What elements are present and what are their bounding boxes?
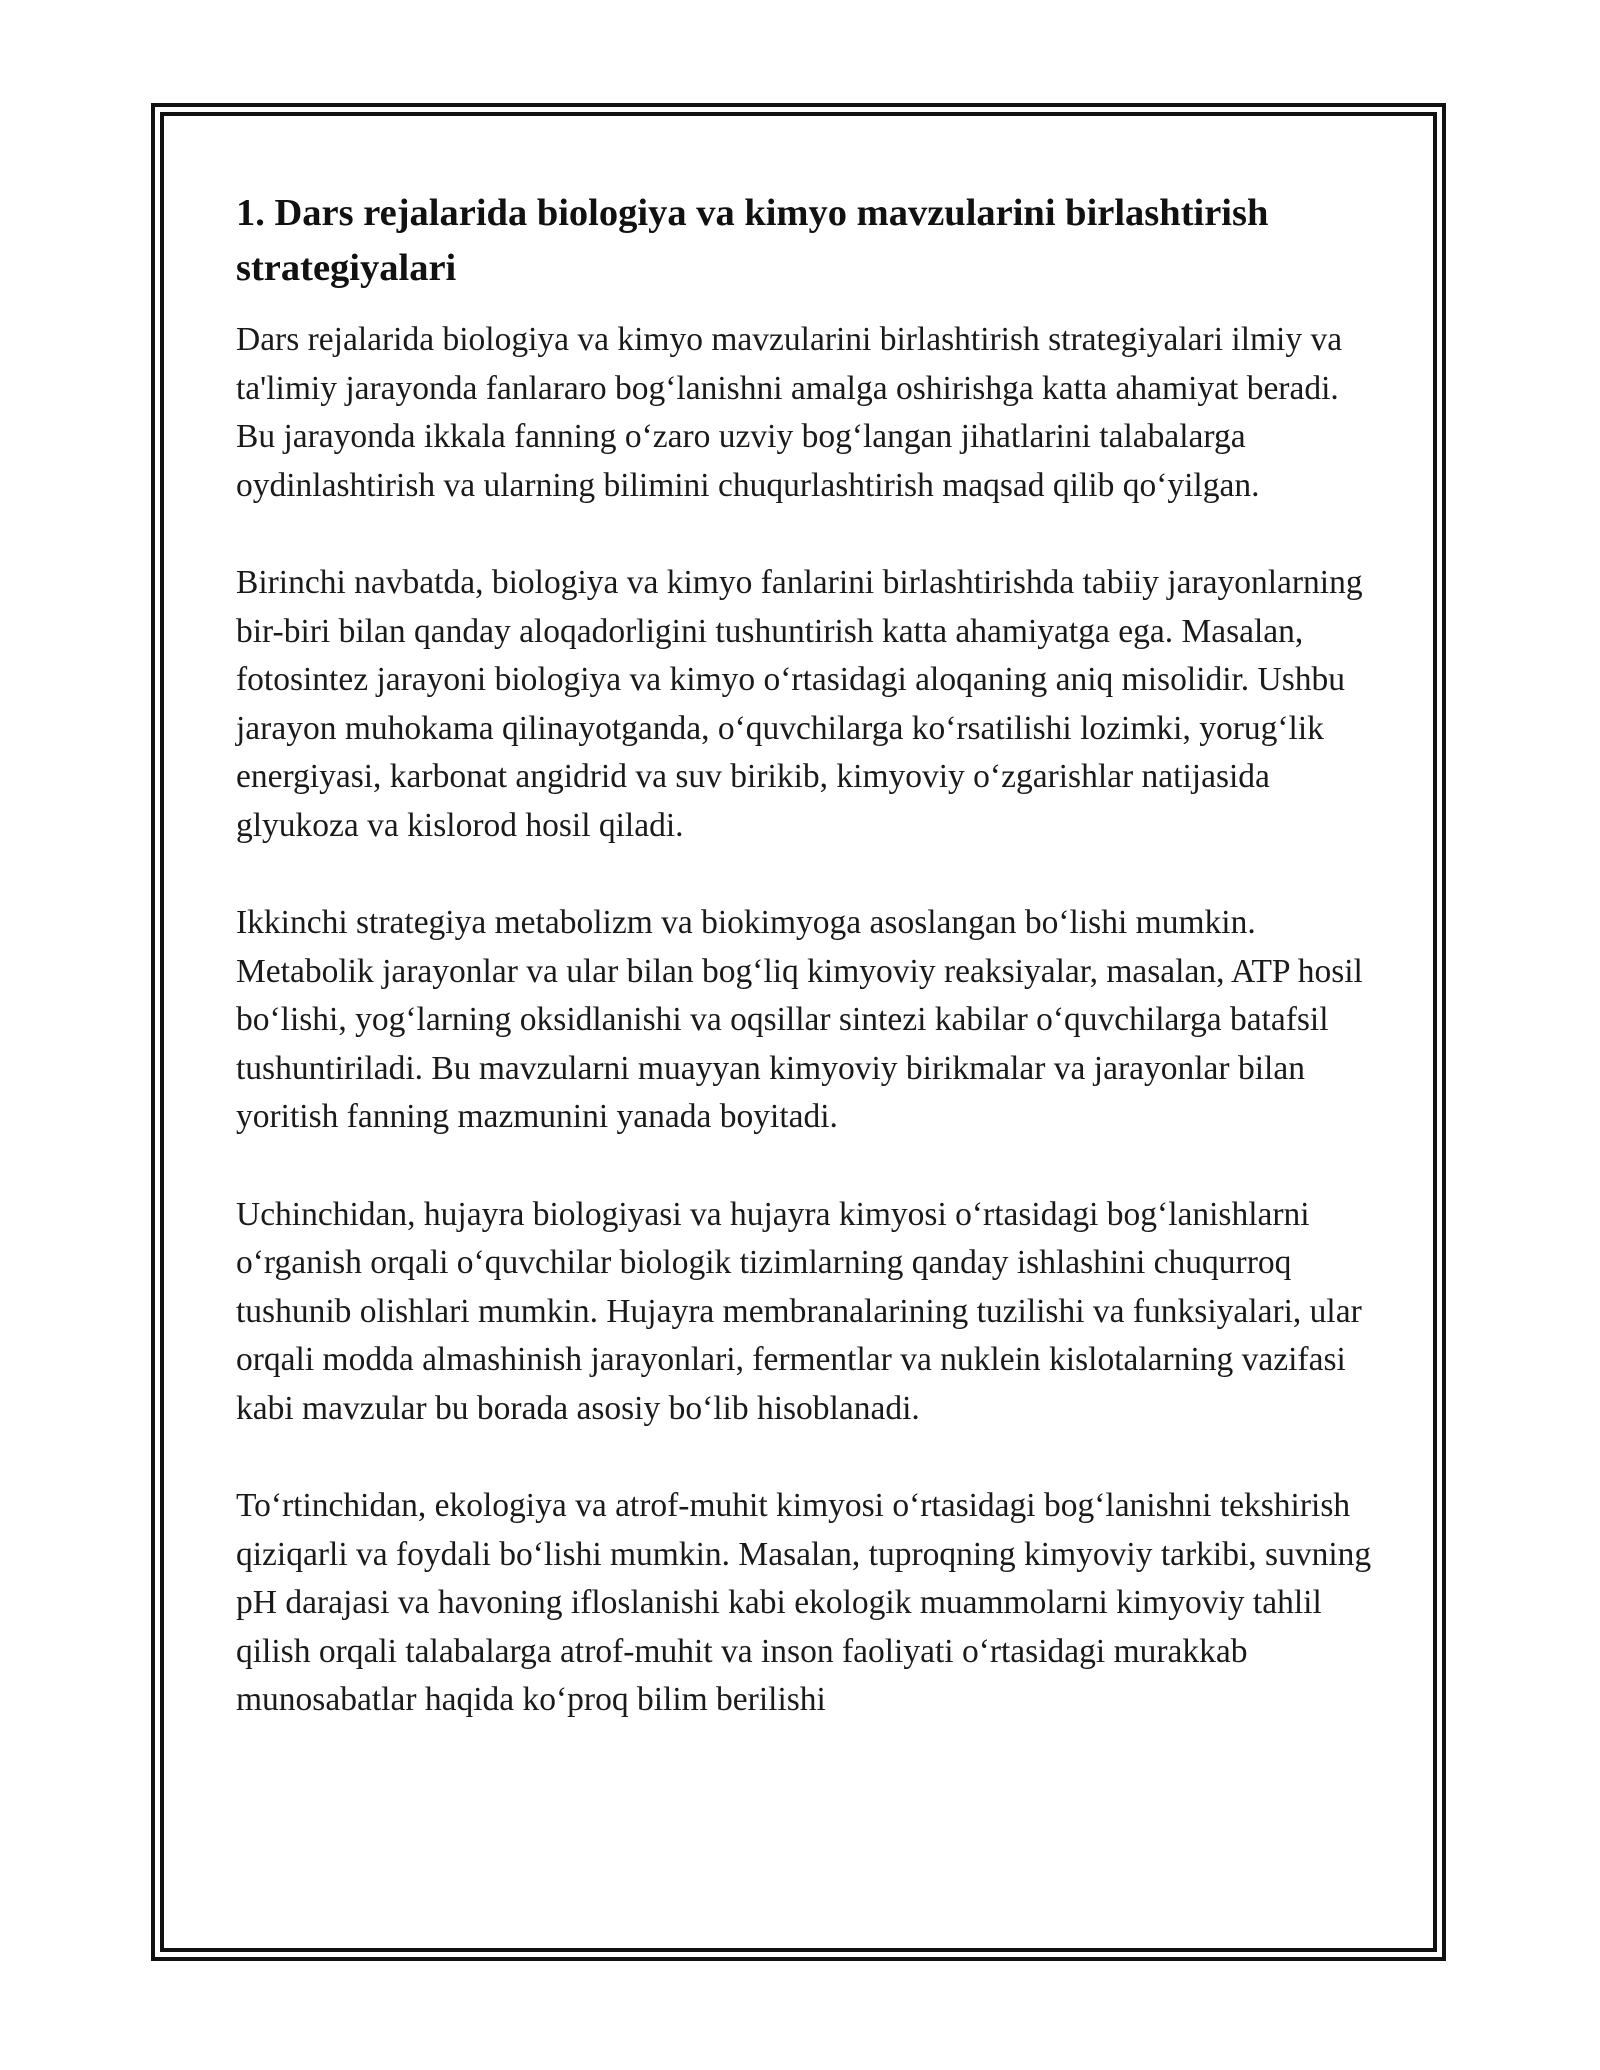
paragraph-second-strategy: Ikkinchi strategiya metabolizm va biokimyoga asoslangan bo‘lishi mumkin. Metabolik jarayonlar va ular bilan bog‘liq kimyoviy reaksiyalar, masalan, ATP hosil bo‘lishi, yog‘larning oksidlanishi va oqsillar sintezi kabilar o‘quvchilarga batafsil tushuntiriladi. Bu mavzularni muayyan kimyoviy birikmalar va jarayonlar bilan yoritish fanning mazmunini yanada boyitadi. bbox=[236, 904, 1363, 1135]
paragraph-first-strategy: Birinchi navbatda, biologiya va kimyo fanlarini birlashtirishda tabiiy jarayonlarning bir-biri bilan qanday aloqadorligini tushuntirish katta ahamiyatga ega. Masalan, fotosintez jarayoni biologiya va kimyo o‘rtasidagi aloqaning aniq misolidir. Ushbu jarayon muhokama qilinayotganda, o‘quvchilarga ko‘rsatilishi lozimki, yorug‘lik energiyasi, karbonat angidrid va suv birikib, kimyoviy o‘zgarishlar natijasida glyukoza va kislorod hosil qiladi. bbox=[236, 564, 1363, 844]
section-heading: 1. Dars rejalarida biologiya va kimyo mavzularini birlashtirish strategiyalari bbox=[236, 192, 1269, 289]
paragraph-intro: Dars rejalarida biologiya va kimyo mavzularini birlashtirish strategiyalari ilmiy va ta'limiy jarayonda fanlararo bog‘lanishni amalga oshirishga katta ahamiyat beradi. Bu jarayonda ikkala fanning o‘zaro uzviy bog‘langan jihatlarini talabalarga oydinlashtirish va ularning bilimini chuqurlashtirish maqsad qilib qo‘yilgan. bbox=[236, 321, 1343, 504]
paragraph-fourth-strategy: To‘rtinchidan, ekologiya va atrof-muhit kimyosi o‘rtasidagi bog‘lanishni tekshirish qiziqarli va foydali bo‘lishi mumkin. Masalan, tuproqning kimyoviy tarkibi, suvning pH darajasi va havoning ifloslanishi kabi ekologik muammolarni kimyoviy tahlil qilish orqali talabalarga atrof-muhit va inson faoliyati o‘rtasidagi murakkab munosabatlar haqida ko‘proq bilim berilishi bbox=[236, 1487, 1372, 1718]
document-body bbox=[236, 186, 1372, 1774]
paragraph-third-strategy: Uchinchidan, hujayra biologiyasi va hujayra kimyosi o‘rtasidagi bog‘lanishlarni o‘rganish orqali o‘quvchilar biologik tizimlarning qanday ishlashini chuqurroq tushunib olishlari mumkin. Hujayra membranalarining tuzilishi va funksiyalari, ular orqali modda almashinish jarayonlari, fermentlar va nuklein kislotalarning vazifasi kabi mavzular bu borada asosiy bo‘lib hisoblanadi. bbox=[236, 1195, 1362, 1427]
